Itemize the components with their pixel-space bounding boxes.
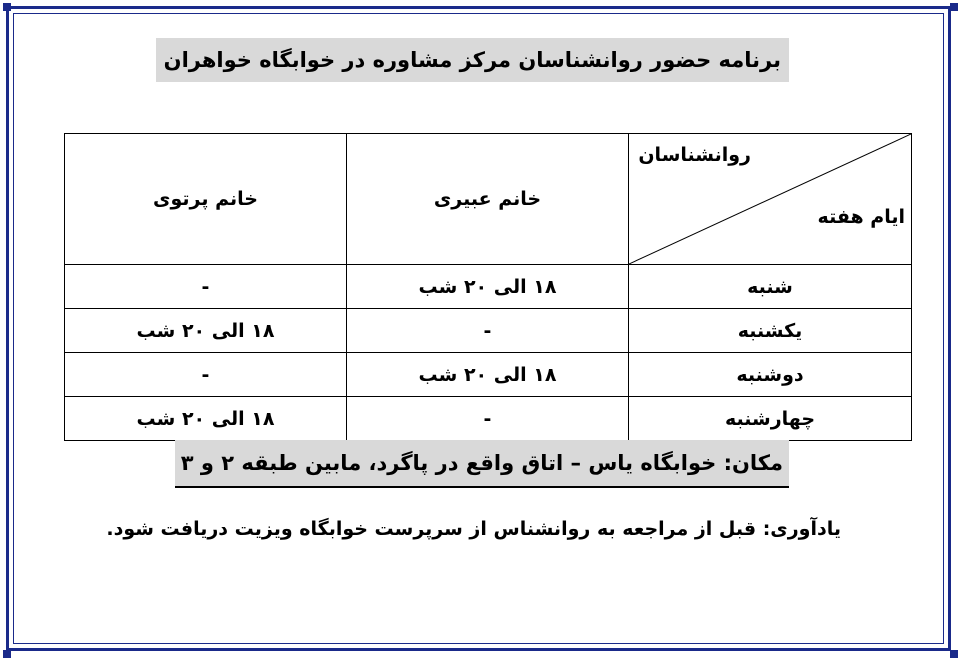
corner-ornament	[950, 3, 958, 11]
corner-ornament	[3, 3, 11, 11]
day-cell: شنبه	[629, 265, 912, 309]
reminder-note: یادآوری: قبل از مراجعه به روانشناس از سرپرست خوابگاه ویزیت دریافت شود.	[106, 518, 841, 540]
corner-ornament	[3, 650, 11, 658]
table-row	[65, 265, 912, 309]
table-row	[65, 397, 912, 441]
schedule-cell: -	[347, 397, 629, 441]
column-header: خانم پرتوی	[65, 134, 347, 265]
schedule-cell: -	[347, 309, 629, 353]
table-row	[65, 309, 912, 353]
day-cell: چهارشنبه	[629, 397, 912, 441]
schedule-table	[64, 133, 912, 441]
row-group-label: ایام هفته	[817, 206, 905, 228]
schedule-cell: ۱۸ الی ۲۰ شب	[65, 397, 347, 441]
column-header: خانم عبیری	[347, 134, 629, 265]
schedule-cell: -	[65, 265, 347, 309]
corner-header-cell	[629, 134, 912, 265]
schedule-cell: ۱۸ الی ۲۰ شب	[65, 309, 347, 353]
schedule-cell: ۱۸ الی ۲۰ شب	[347, 353, 629, 397]
day-cell: دوشنبه	[629, 353, 912, 397]
day-cell: یکشنبه	[629, 309, 912, 353]
schedule-cell: ۱۸ الی ۲۰ شب	[347, 265, 629, 309]
corner-ornament	[950, 650, 958, 658]
column-group-label: روانشناسان	[638, 144, 751, 166]
table-header-row	[65, 134, 912, 265]
schedule-cell: -	[65, 353, 347, 397]
document-title: برنامه حضور روانشناسان مرکز مشاوره در خوابگاه خواهران	[156, 38, 789, 82]
table-row	[65, 353, 912, 397]
location-note: مکان: خوابگاه یاس – اتاق واقع در پاگرد، مابین طبقه ۲ و ۳	[175, 440, 789, 488]
